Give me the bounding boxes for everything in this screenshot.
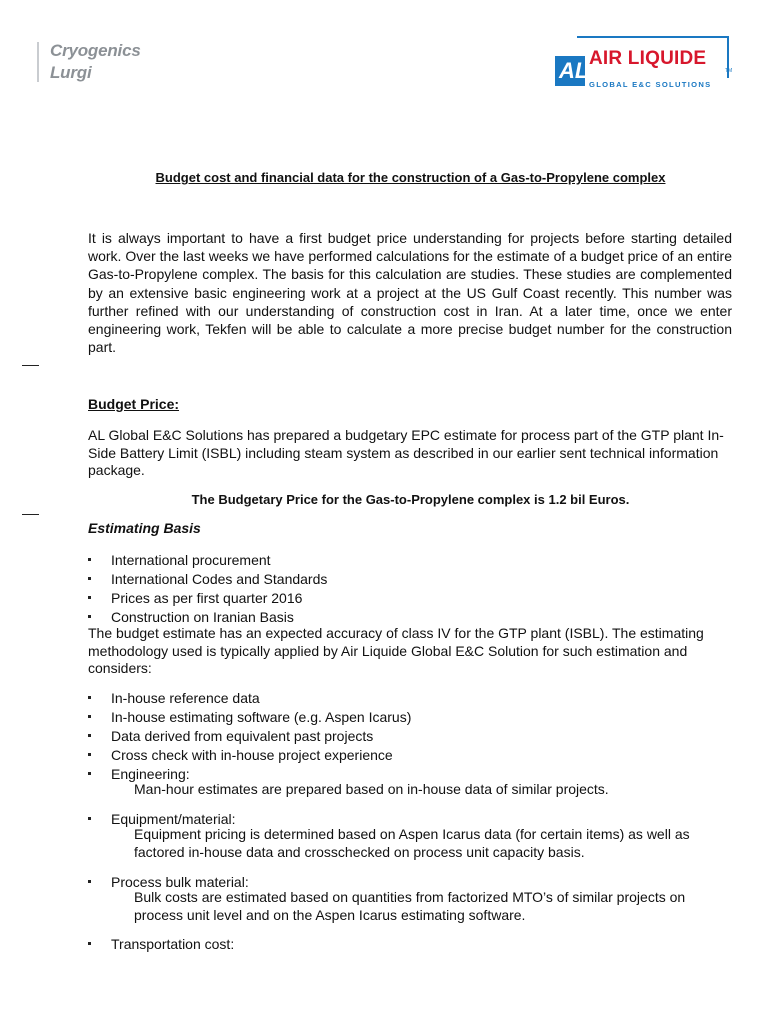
estimating-basis-heading: Estimating Basis [88,520,201,536]
brand-cryogenics: Cryogenics [50,41,141,60]
budget-paragraph: AL Global E&C Solutions has prepared a budgetary EPC estimate for process part of the GTP plant In-Side Battery Limit (ISBL) including steam system as described in our earlier sent technical information package. [88,427,724,478]
budget-highlight: The Budgetary Price for the Gas-to-Propylene complex is 1.2 bil Euros. [191,492,630,507]
equipment-detail: Equipment pricing is determined based on Aspen Icarus data (for certain items) as well as factored in-house data and crosschecked on process unit capacity basis. [134,826,690,860]
air-liquide-logo [555,36,735,92]
budget-price-heading: Budget Price: [88,396,180,412]
logo-name: AIR LIQUIDE [589,48,707,69]
bulk-detail: Bulk costs are estimated based on quantities from factorized MTO’s of similar projects on process unit level and on the Aspen Icarus estimating software. [134,889,686,923]
header-divider [37,42,39,82]
logo-subtitle: GLOBAL E&C SOLUTIONS [589,80,712,89]
intro-paragraph: It is always important to have a first budget price understanding for projects before starting detailed work. Over the last weeks we have performed calculations for the estimate of a budget price of an entire Gas-to-Propylene complex. The basis for this calculation are studies. These studies are complemented by an extensive basic engineering work at a project at the US Gulf Coast recently. This number was further refined with our understanding of construction cost in Iran. At a later time, once we enter engineering work, Tekfen will be able to calculate a more precise budget number for the construction part. [88,230,732,356]
engineering-detail: Man-hour estimates are prepared based on in-house data of similar projects. [134,781,609,797]
margin-mark [22,514,39,515]
logo-mark-icon: AL [555,56,585,86]
brand-lurgi: Lurgi [50,63,92,82]
accuracy-paragraph: The budget estimate has an expected accuracy of class IV for the GTP plant (ISBL). The estimating methodology used is typically applied by Air Liquide Global E&C Solution for such estimation and considers: [88,625,704,676]
margin-mark [22,365,39,366]
document-title: Budget cost and financial data for the construction of a Gas-to-Propylene complex [155,170,666,185]
logo-trademark: TM [725,68,733,74]
